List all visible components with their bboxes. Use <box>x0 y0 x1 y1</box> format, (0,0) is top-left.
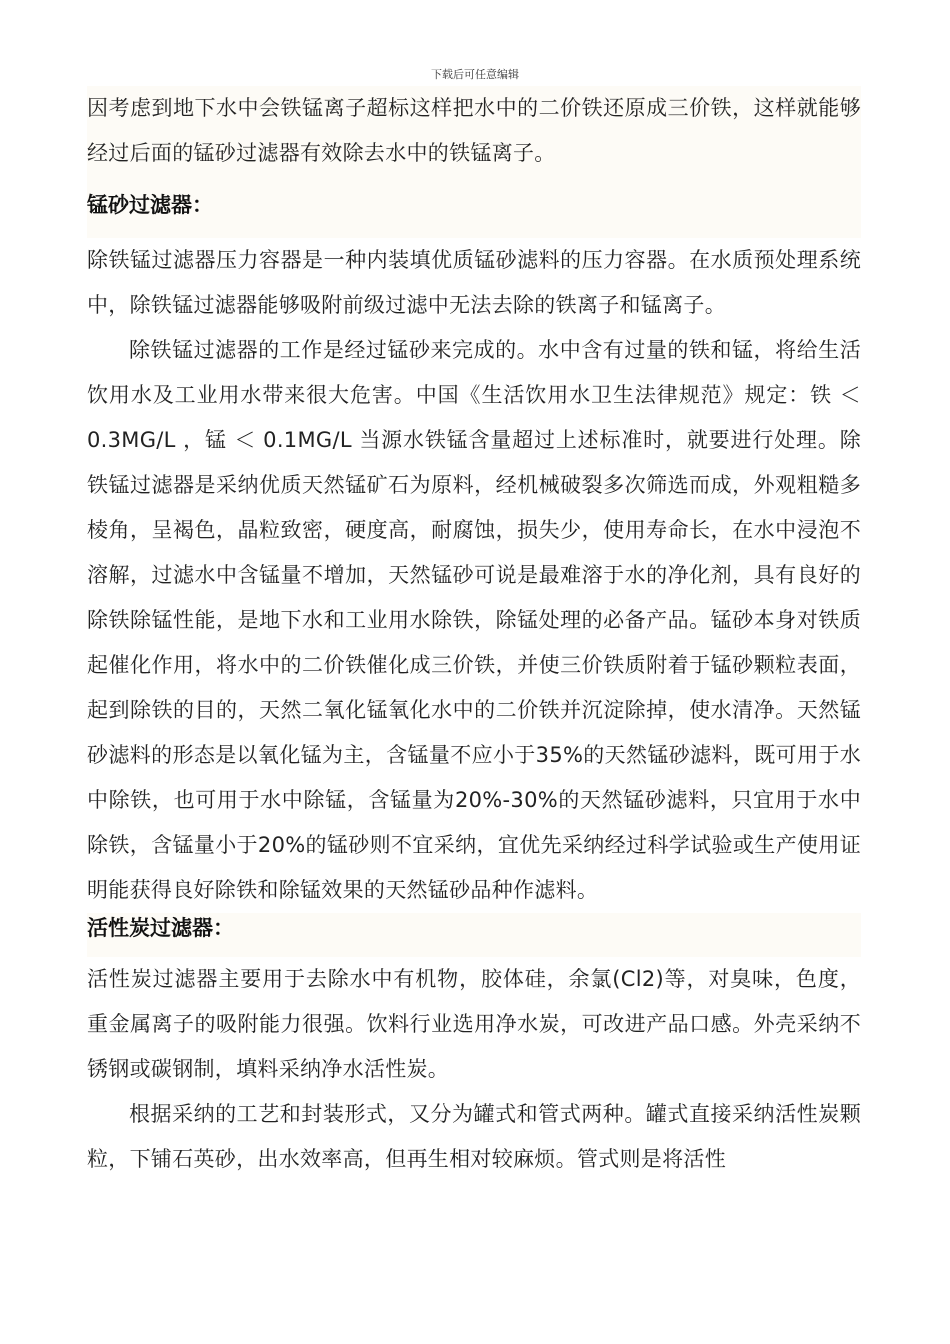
document-body <box>87 86 861 1182</box>
section-heading-activated-carbon-filter: 活性炭过滤器： <box>87 916 234 940</box>
manganese-paragraph-1: 除铁锰过滤器压力容器是一种内装填优质锰砂滤料的压力容器。在水质预处理系统中，除铁锰过滤器能够吸附前级过滤中无法去除的铁离子和锰离子。 <box>87 248 861 317</box>
intro-block <box>87 86 861 238</box>
carbon-heading-block <box>87 913 861 957</box>
section-heading-manganese-filter: 锰砂过滤器： <box>87 193 213 217</box>
manganese-filter-section <box>87 238 861 913</box>
intro-paragraph: 因考虑到地下水中会铁锰离子超标这样把水中的二价铁还原成三价铁，这样就能够经过后面的锰砂过滤器有效除去水中的铁锰离子。 <box>87 96 861 165</box>
carbon-paragraph-1: 活性炭过滤器主要用于去除水中有机物，胶体硅，余氯(Cl2)等，对臭味，色度，重金属离子的吸附能力很强。饮料行业选用净水炭，可改进产品口感。外壳采纳不锈钢或碳钢制，填料采纳净水活性炭。 <box>87 967 861 1081</box>
carbon-paragraph-2: 根据采纳的工艺和封装形式，又分为罐式和管式两种。罐式直接采纳活性炭颗粒，下铺石英砂，出水效率高，但再生相对较麻烦。管式则是将活性 <box>87 1102 861 1171</box>
activated-carbon-section <box>87 957 861 1182</box>
header-note: 下载后可任意编辑 <box>431 68 519 81</box>
manganese-paragraph-2: 除铁锰过滤器的工作是经过锰砂来完成的。水中含有过量的铁和锰，将给生活饮用水及工业用水带来很大危害。中国《生活饮用水卫生法律规范》规定：铁 ＜ 0.3MG/L ，锰 ＜ 0.1MG/L 当源水铁锰含量超过上述标准时，就要进行处理。除铁锰过滤器是采纳优质天然锰矿石为原料，经机械破裂多次筛选而成，外观粗糙多棱角，呈褐色，晶粒致密，硬度高，耐腐蚀，损失少，使用寿命长，在水中浸泡不溶解，过滤水中含锰量不增加，天然锰砂可说是最难溶于水的净化剂，具有良好的除铁除锰性能，是地下水和工业用水除铁，除锰处理的必备产品。锰砂本身对铁质起催化作用，将水中的二价铁催化成三价铁，并使三价铁质附着于锰砂颗粒表面，起到除铁的目的，天然二氧化锰氧化水中的二价铁并沉淀除掉，使水清净。天然锰砂滤料的形态是以氧化锰为主，含锰量不应小于35%的天然锰砂滤料，既可用于水中除铁，也可用于水中除锰，含锰量为20%-30%的天然锰砂滤料，只宜用于水中除铁，含锰量小于20%的锰砂则不宜采纳，宜优先采纳经过科学试验或生产使用证明能获得良好除铁和除锰效果的天然锰砂品种作滤料。 <box>87 338 861 902</box>
